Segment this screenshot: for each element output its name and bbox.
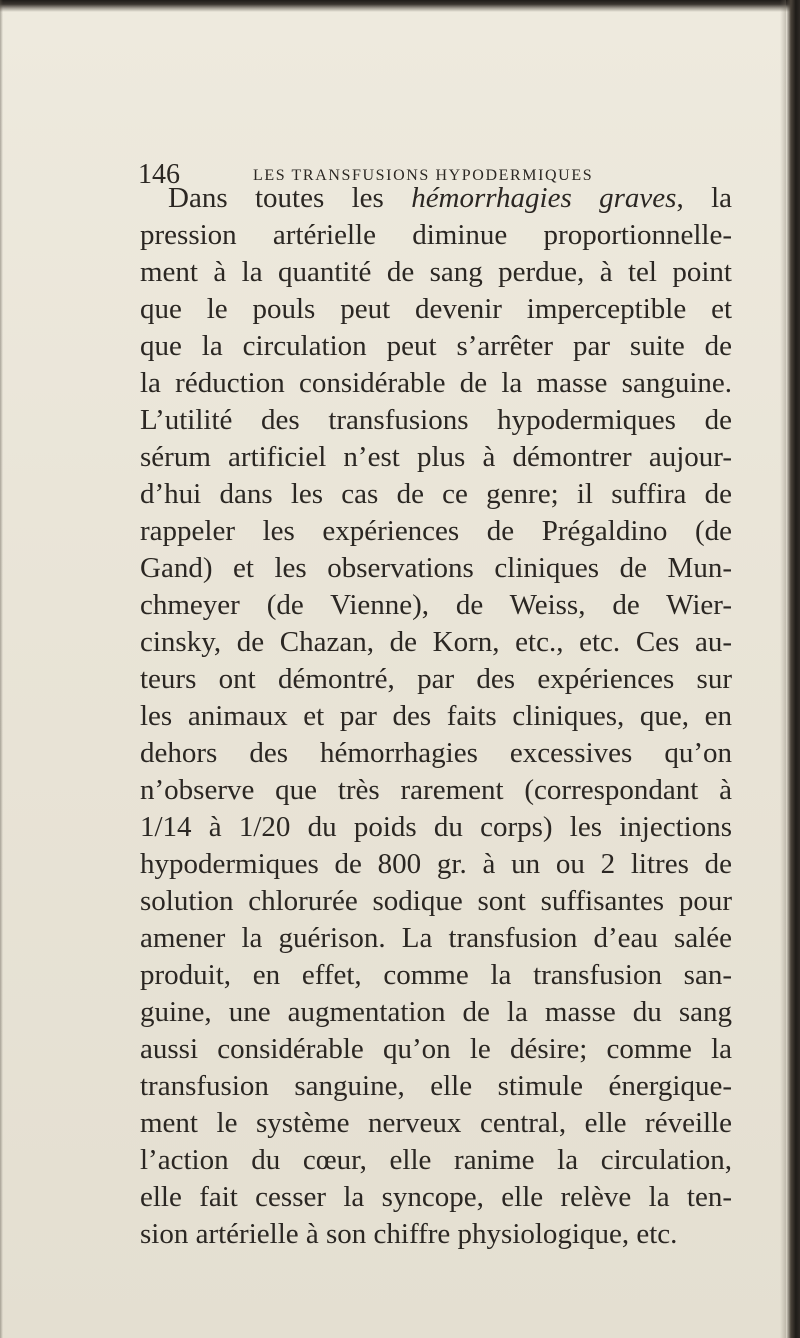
- text-line: l’action du cœur, elle ranime la circulation,: [140, 1144, 732, 1176]
- text-line: teurs ont démontré, par des expériences sur: [140, 663, 732, 695]
- text-line: que le pouls peut devenir imperceptible et: [140, 293, 732, 325]
- text-line: hypodermiques de 800 gr. à un ou 2 litres de: [140, 848, 732, 880]
- text-line: amener la guérison. La transfusion d’eau salée: [140, 922, 732, 954]
- text-line: L’utilité des transfusions hypodermiques de: [140, 404, 732, 436]
- text-line: Dans toutes les hémorrhagies graves, la: [168, 182, 732, 214]
- body-paragraph: [140, 180, 732, 1253]
- text-line: Gand) et les observations cliniques de Mun-: [140, 552, 732, 584]
- page-number: 146: [138, 159, 180, 190]
- running-title: LES TRANSFUSIONS HYPODERMIQUES: [253, 167, 594, 184]
- text-line: chmeyer (de Vienne), de Weiss, de Wier-: [140, 589, 732, 621]
- page-top-edge: [0, 0, 800, 12]
- text-line: solution chlorurée sodique sont suffisantes pour: [140, 885, 732, 917]
- text-line: ment à la quantité de sang perdue, à tel point: [140, 256, 732, 288]
- text-line: sion artérielle à son chiffre physiologique, etc.: [140, 1218, 678, 1250]
- text-line: ment le système nerveux central, elle réveille: [140, 1107, 732, 1139]
- text-line: cinsky, de Chazan, de Korn, etc., etc. Ces au-: [140, 626, 732, 658]
- text-line: dehors des hémorrhagies excessives qu’on: [140, 737, 732, 769]
- text-line: la réduction considérable de la masse sanguine.: [140, 367, 732, 399]
- text-line: rappeler les expériences de Prégaldino (de: [140, 515, 732, 547]
- text-line: d’hui dans les cas de ce genre; il suffira de: [140, 478, 732, 510]
- page-left-edge: [0, 0, 3, 1338]
- text-line: 1/14 à 1/20 du poids du corps) les injections: [140, 811, 732, 843]
- text-line: guine, une augmentation de la masse du sang: [140, 996, 732, 1028]
- text-line: n’observe que très rarement (correspondant à: [140, 774, 732, 806]
- text-line: pression artérielle diminue proportionnelle-: [140, 219, 732, 251]
- text-line: transfusion sanguine, elle stimule énergique-: [140, 1070, 732, 1102]
- text-line: que la circulation peut s’arrêter par suite de: [140, 330, 732, 362]
- text-line: sérum artificiel n’est plus à démontrer aujour-: [140, 441, 732, 473]
- text-line: produit, en effet, comme la transfusion san-: [140, 959, 732, 991]
- italic-phrase: hémorrhagies graves: [411, 182, 677, 214]
- text-line: les animaux et par des faits cliniques, que, en: [140, 700, 732, 732]
- text-line: aussi considérable qu’on le désire; comme la: [140, 1033, 732, 1065]
- text-line: elle fait cesser la syncope, elle relève la ten-: [140, 1181, 732, 1213]
- book-binding-edge: [786, 0, 800, 1338]
